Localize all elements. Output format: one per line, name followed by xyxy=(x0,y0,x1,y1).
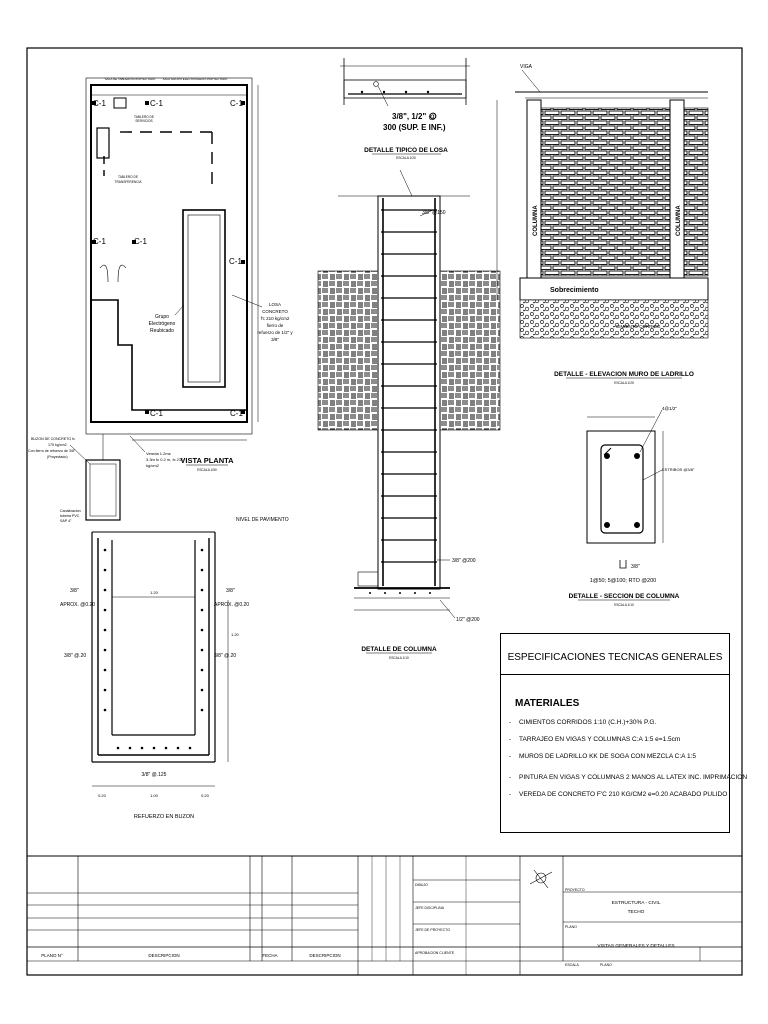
tb-descripcion2: DESCRIPCION xyxy=(309,953,341,958)
column-tag: C-1 xyxy=(134,237,147,246)
plan-inner-wall xyxy=(91,300,247,410)
svg-text:tuberia PVC: tuberia PVC xyxy=(60,514,80,518)
wall-col-left-label: COLUMNA xyxy=(533,205,539,236)
buzon-nivel: NIVEL DE PAVIMENTO xyxy=(236,517,289,523)
buzon-side-right: 3/8" @.20 xyxy=(214,653,237,659)
column-stirrup-top: 3/8" @150 xyxy=(422,210,446,216)
tb-plano-v: VISTAS GENERALES Y DETALLES xyxy=(597,944,675,949)
losa-callout xyxy=(257,302,293,342)
svg-text:CONCRETO: CONCRETO xyxy=(262,309,288,314)
section-outline xyxy=(587,431,655,543)
specs-title: ESPECIFICACIONES TECNICAS GENERALES xyxy=(507,652,723,663)
wall-col-right-label: COLUMNA xyxy=(676,205,682,236)
buzon-aprox-left: APROX. @0.20 xyxy=(60,602,96,608)
column-tag: C-1 xyxy=(230,99,243,108)
tb-jefe-disciplina: JEFE DISCIPLINA xyxy=(415,906,444,910)
buzon-bar-dots xyxy=(104,549,204,750)
wall-sobre-label: Sobrecimiento xyxy=(550,287,599,294)
room-mid-b: TRANSFERENCIA xyxy=(114,180,142,184)
ground-hatch-left xyxy=(318,271,378,430)
tb-jefe-proyecto: JEFE DE PROYECTO xyxy=(415,928,450,932)
tb-proyecto-v1: ESTRUCTURA - CIVIL xyxy=(611,901,661,906)
specs-list xyxy=(509,718,747,807)
buzon-title: REFUERZO EN BUZON xyxy=(133,814,195,820)
list-item: - PINTURA EN VIGAS Y COLUMNAS 2 MANOS AL LATEX INC. IMPRIMACION xyxy=(509,774,748,781)
specs-divider xyxy=(501,674,729,675)
wall-cimiento-label: CIMIENTO CORRIDO xyxy=(616,324,661,329)
room-upper-a: TABLERO DE xyxy=(134,115,154,119)
canal-callout xyxy=(60,509,81,523)
plan-scale: ESCALA 1/50 xyxy=(197,468,217,472)
list-item: - MUROS DE LADRILLO KK DE SOGA CON MEZCLA C:A 1:5 xyxy=(509,753,696,760)
slab-title: DETALLE TIPICO DE LOSA xyxy=(364,147,448,154)
plan-box-left xyxy=(97,128,109,158)
buzon-dim-base-l: 0.20 xyxy=(98,793,106,798)
tb-descripcion: DESCRIPCION xyxy=(148,953,180,958)
section-bar-label: 4@1/2" xyxy=(662,406,677,411)
tb-aprobacion: APROBACION CLIENTE xyxy=(415,951,455,955)
title-block xyxy=(27,856,742,975)
tb-proyecto: PROYECTO xyxy=(565,888,585,892)
wall-title: DETALLE - ELEVACION MURO DE LADRILLO xyxy=(554,371,694,378)
buzon-dim-inner: 1.20 xyxy=(150,590,158,595)
plan-buzon-box xyxy=(86,460,120,520)
manhole-detail xyxy=(60,517,289,820)
buzon-aprox-right: APROX. @0.20 xyxy=(214,602,250,608)
plan-column-tags xyxy=(93,99,243,418)
svg-text:Con fierro de refuerzo de 3/8": Con fierro de refuerzo de 3/8" xyxy=(28,449,76,453)
specs-panel xyxy=(500,633,748,833)
buzon-bar-left-top: 3/8" xyxy=(70,588,79,594)
section-scale: ESCALA 1/10 xyxy=(614,603,634,607)
tb-escala: ESCALA xyxy=(565,963,579,967)
column-body xyxy=(378,196,440,589)
plan-title: VISTA PLANTA xyxy=(180,456,234,465)
svg-text:f'c 210 kg/cm2: f'c 210 kg/cm2 xyxy=(260,316,290,321)
plan-wall-outer xyxy=(91,85,247,422)
room-mid-a: TABLERO DE xyxy=(118,175,138,179)
slab-scale: ESCALA 1/20 xyxy=(396,156,416,160)
svg-text:Reubicado: Reubicado xyxy=(150,328,174,334)
svg-text:refuerzo de 1/2" y: refuerzo de 1/2" y xyxy=(257,330,293,335)
buzon-dim-base-r: 0.20 xyxy=(201,793,209,798)
svg-text:BUZON DE CONCRETO fc: BUZON DE CONCRETO fc xyxy=(31,437,75,441)
svg-text:Vereda 1.2ms: Vereda 1.2ms xyxy=(146,451,171,456)
section-legend-spacing: 1@50; 5@100; RTO @200 xyxy=(589,578,657,584)
svg-text:fierro de: fierro de xyxy=(266,323,284,328)
svg-text:Electrógeno: Electrógeno xyxy=(148,321,176,327)
column-tag: C-1 xyxy=(150,99,163,108)
svg-text:Canalizacion: Canalizacion xyxy=(60,509,81,513)
column-tag: C-1 xyxy=(229,257,242,266)
svg-text:LOSA: LOSA xyxy=(268,302,282,307)
tb-plano: PLANO xyxy=(565,925,577,929)
tb-dibujo: DIBUJO xyxy=(415,883,428,887)
wall-column-left xyxy=(527,100,541,278)
section-stirrup-label: ESTRIBOS @3/8" xyxy=(662,467,695,472)
column-tag: C-1 xyxy=(230,409,243,418)
buzon-bar-right-top: 3/8" xyxy=(226,588,235,594)
materiales-heading: MATERIALES xyxy=(515,698,580,709)
plan-box-small xyxy=(114,98,126,108)
svg-text:Grupo: Grupo xyxy=(155,314,169,320)
wall-viga-label: VIGA xyxy=(520,64,532,70)
buzon-side-left: 3/8" @.20 xyxy=(64,653,87,659)
plan-columns xyxy=(92,101,245,414)
svg-text:3/8": 3/8" xyxy=(271,337,279,342)
section-title: DETALLE - SECCION DE COLUMNA xyxy=(568,593,680,600)
section-legend-bar: 3/8" xyxy=(631,564,640,570)
svg-text:kg/cm2: kg/cm2 xyxy=(146,463,159,468)
plan-band-left: SALA DE TABLEROS PROYECTADO xyxy=(104,77,156,81)
slab-detail xyxy=(340,58,470,160)
slab-bar-label: 3/8", 1/2" @ xyxy=(392,112,437,121)
svg-text:(Proyectado): (Proyectado) xyxy=(47,455,68,459)
grupo-label xyxy=(149,314,176,334)
ground-hatch-right xyxy=(440,271,500,430)
svg-text:SAP 4": SAP 4" xyxy=(60,519,72,523)
svg-text:175 kg/cm2: 175 kg/cm2 xyxy=(48,443,67,447)
buzon-dim-right: 1.20 xyxy=(231,632,239,637)
buzon-dim-base-c: 1.00 xyxy=(150,793,158,798)
column-tag: C-1 xyxy=(93,237,106,246)
column-tag: C-1 xyxy=(93,99,106,108)
plan-generator xyxy=(183,210,225,387)
tb-fecha: FECHA xyxy=(262,953,278,958)
buzon-callout xyxy=(28,437,76,459)
vereda-callout xyxy=(146,451,184,468)
room-upper-b: SERVICIOS xyxy=(135,119,153,123)
wall-ground xyxy=(520,300,708,338)
column-tag: C-1 xyxy=(150,409,163,418)
buzon-bottom-bar: 3/8" @.125 xyxy=(141,772,167,778)
wall-scale: ESCALA 1/25 xyxy=(614,381,634,385)
column-detail xyxy=(318,170,500,660)
column-base-bar: 1/2" @200 xyxy=(456,617,480,623)
column-section xyxy=(569,406,695,607)
wall-brick-left xyxy=(541,108,670,276)
plan-band-right: SALA GRUPO ELECTROGENO PROYECTADO xyxy=(162,77,228,81)
list-item: - TARRAJEO EN VIGAS Y COLUMNAS C:A 1:5 e=1.5cm xyxy=(509,736,681,743)
column-scale: ESCALA 1/10 xyxy=(389,656,409,660)
list-item: - VEREDA DE CONCRETO F'C 210 KG/CM2 e=0.20 ACABADO PULIDO xyxy=(509,791,728,798)
slab-spacing-label: 300 (SUP. E INF.) xyxy=(383,123,446,132)
wall-brick-right xyxy=(684,108,708,276)
tb-proyecto-v2: TECHO xyxy=(627,910,645,915)
svg-text:3.3m fc 0.2 m, fc 210: 3.3m fc 0.2 m, fc 210 xyxy=(146,457,184,462)
plan-view xyxy=(28,77,293,523)
column-stirrup-bottom: 3/8" @200 xyxy=(452,558,476,564)
wall-elevation xyxy=(497,64,708,385)
list-item: - CIMIENTOS CORRIDOS 1:10 (C.H.)+30% P.G. xyxy=(509,719,657,726)
wall-sobrecimiento xyxy=(520,278,708,300)
column-title: DETALLE DE COLUMNA xyxy=(361,646,437,653)
wall-column-right xyxy=(670,100,684,278)
tb-plano-n: PLANO N° xyxy=(41,953,63,958)
tb-plano2: PLANO xyxy=(600,963,612,967)
